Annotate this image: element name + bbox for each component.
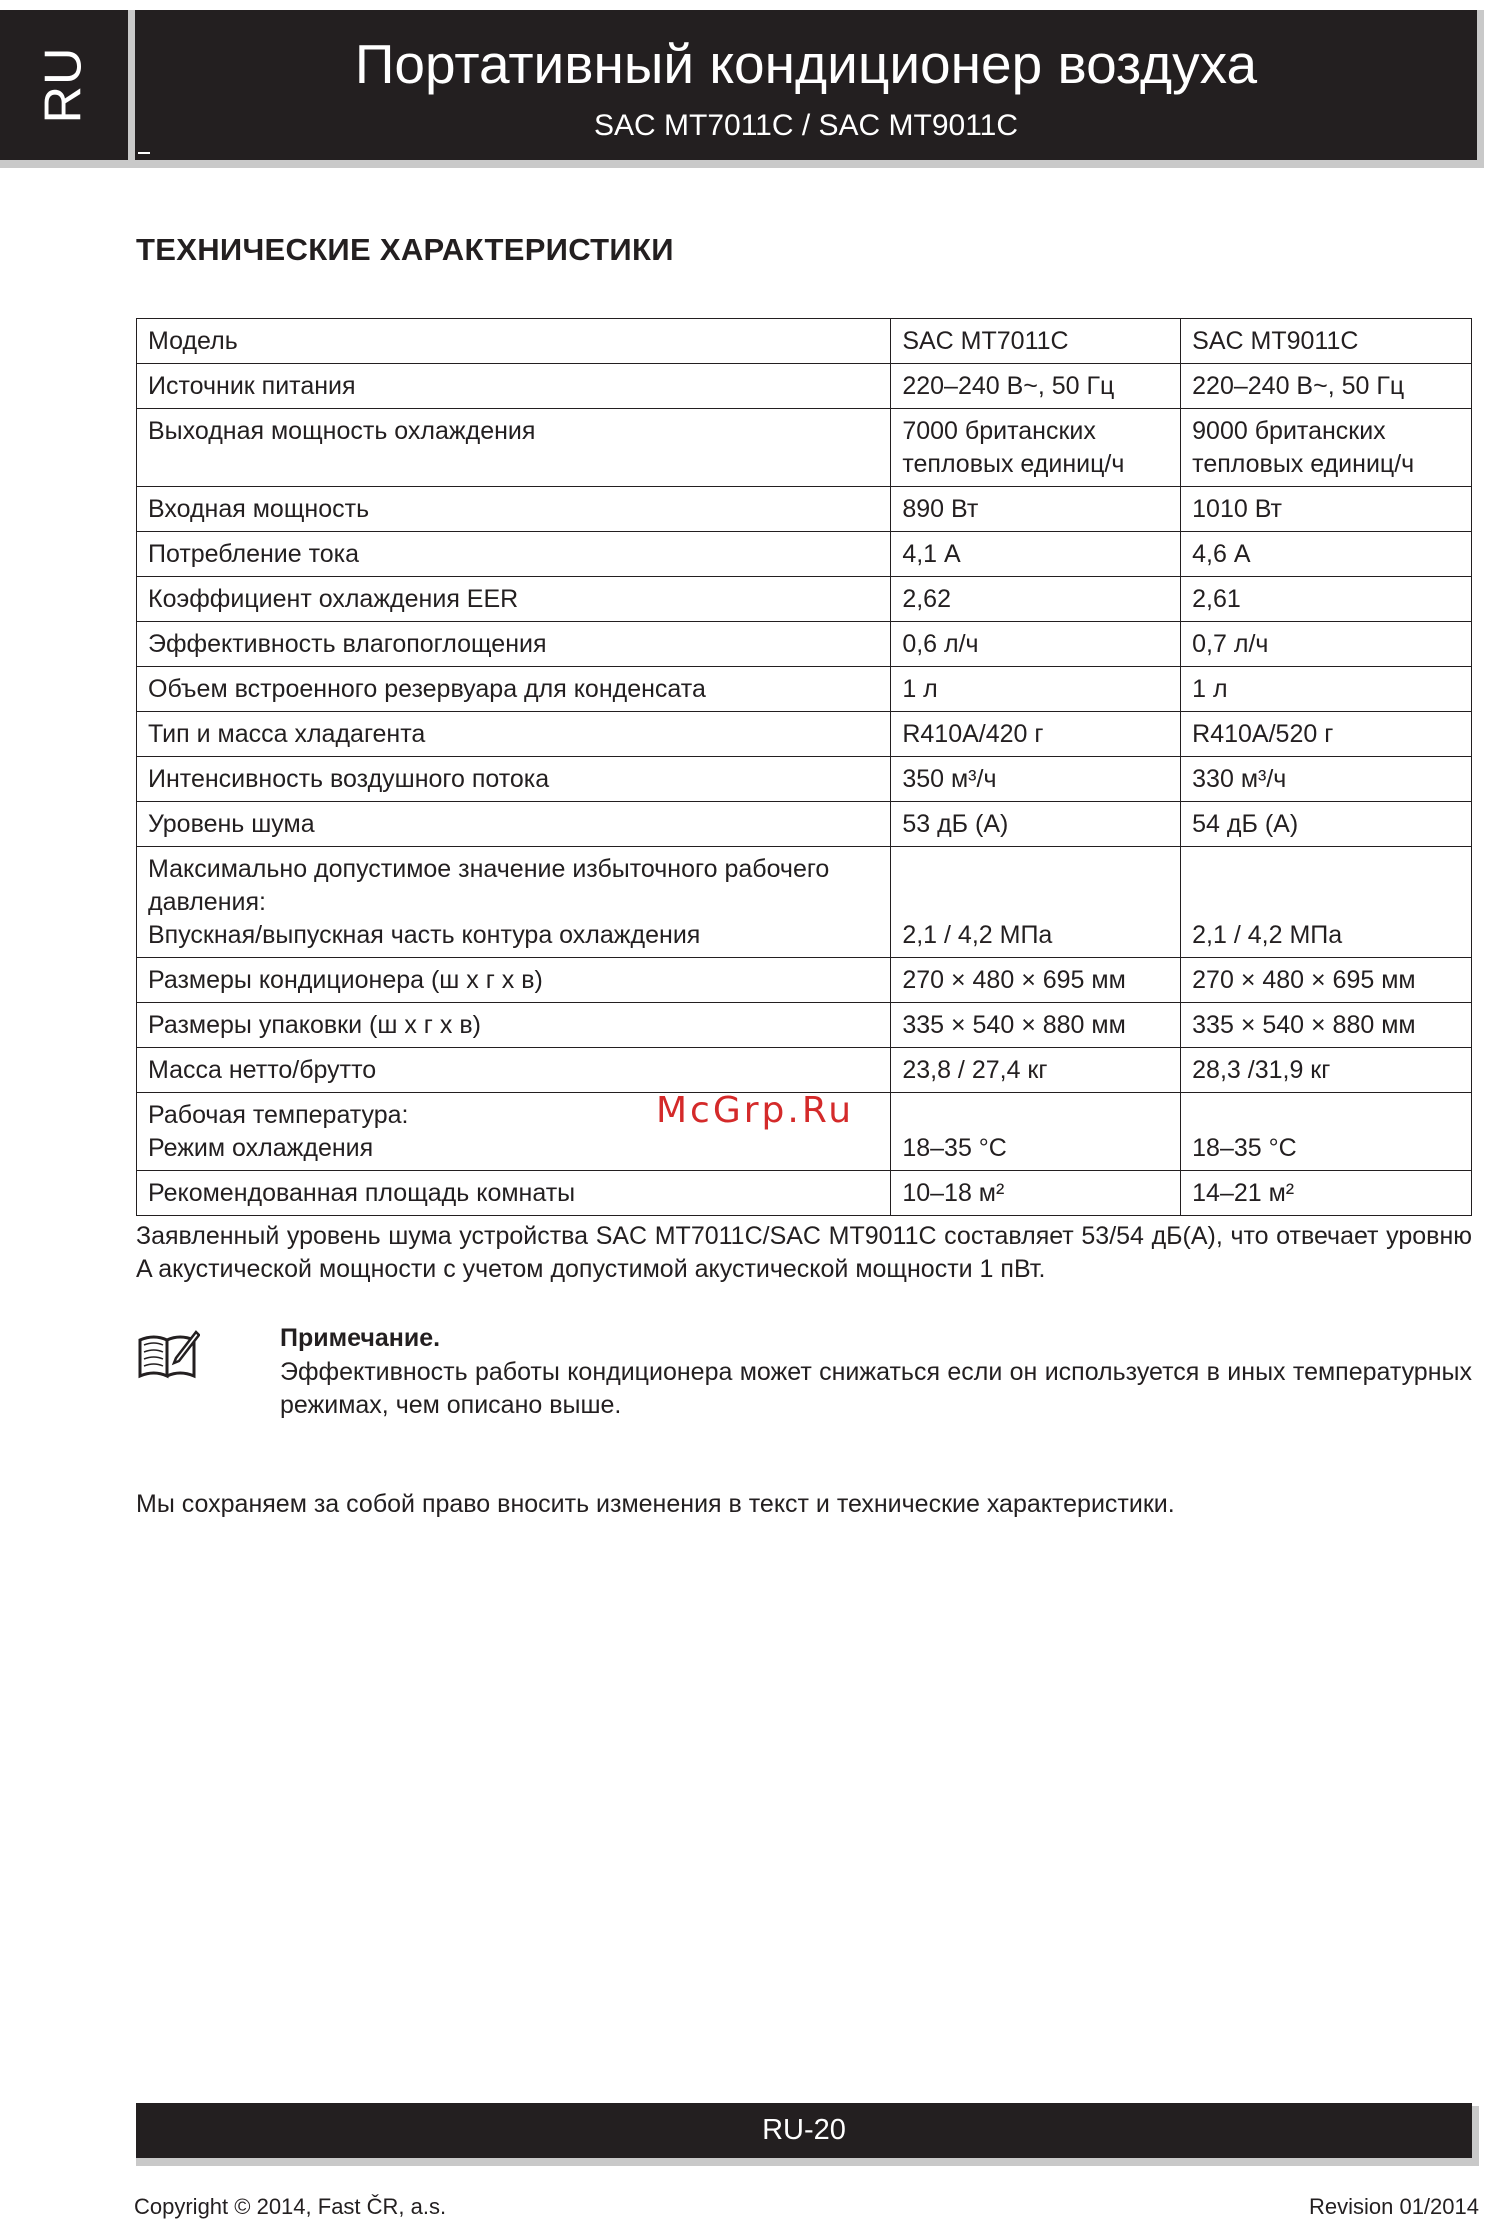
spec-label: Тип и масса хладагента — [148, 720, 426, 748]
header-underscore-mark — [138, 152, 150, 154]
note-text: Эффективность работы кондиционера может снижаться если он используется в иных температурных режимах, чем описано выше. — [280, 1358, 1472, 1419]
language-tab — [0, 10, 128, 160]
spec-label-cell — [137, 757, 891, 802]
language-code: RU — [34, 46, 93, 124]
spec-label: Потребление тока — [148, 540, 360, 568]
spec-value-mt9011c: 220–240 В~, 50 Гц — [1181, 364, 1472, 409]
table-row — [137, 487, 1472, 532]
spec-value-mt9011c: 2,61 — [1181, 577, 1472, 622]
table-row — [137, 1003, 1472, 1048]
spec-value-mt7011c: 53 дБ (A) — [891, 802, 1181, 847]
table-row — [137, 757, 1472, 802]
spec-value-mt7011c: 890 Вт — [891, 487, 1181, 532]
header-bar — [135, 10, 1477, 160]
spec-label-secondary: Впускная/выпускная часть контура охлаждения — [148, 921, 701, 949]
spec-label: Рекомендованная площадь комнаты — [148, 1179, 576, 1207]
page-number: RU-20 — [762, 2114, 846, 2146]
spec-label-cell — [137, 958, 891, 1003]
spec-label: Выходная мощность охлаждения — [148, 417, 536, 445]
spec-label: Масса нетто/брутто — [148, 1056, 377, 1084]
spec-label-cell — [137, 622, 891, 667]
spec-value-mt7011c: SAC MT7011C — [891, 319, 1181, 364]
spec-label-cell — [137, 1003, 891, 1048]
spec-label: Рабочая температура: — [148, 1101, 409, 1129]
spec-label: Интенсивность воздушного потока — [148, 765, 550, 793]
spec-value-mt7011c: 1 л — [891, 667, 1181, 712]
copyright: Copyright © 2014, Fast ČR, a.s. — [134, 2194, 447, 2219]
spec-label-cell — [137, 712, 891, 757]
spec-label-cell — [137, 532, 891, 577]
spec-value-mt7011c: 2,62 — [891, 577, 1181, 622]
spec-label-cell — [137, 409, 891, 487]
spec-label: Модель — [148, 327, 238, 355]
spec-value-mt7011c: 0,6 л/ч — [891, 622, 1181, 667]
spec-value-mt9011c: 9000 британских тепловых единиц/ч — [1181, 409, 1472, 487]
table-row — [137, 532, 1472, 577]
spec-label: Коэффициент охлаждения EER — [148, 585, 519, 613]
spec-value-mt9011c: 4,6 А — [1181, 532, 1472, 577]
spec-label-cell — [137, 577, 891, 622]
specs-table — [136, 318, 1472, 1216]
spec-label-cell — [137, 364, 891, 409]
spec-value-mt7011c: R410A/420 г — [891, 712, 1181, 757]
revision: Revision 01/2014 — [1308, 2194, 1479, 2219]
spec-label: Размеры кондиционера (ш х г х в) — [148, 966, 543, 994]
spec-value-mt7011c: 7000 британских тепловых единиц/ч — [891, 409, 1181, 487]
table-row — [137, 409, 1472, 487]
noise-level-paragraph: Заявленный уровень шума устройства SAC MT7011C/SAC MT9011C составляет 53/54 дБ(A), что отвечает уровню A акустической мощности с учетом допустимой акустической мощности 1 пВт. — [136, 1222, 1472, 1283]
table-row — [137, 1171, 1472, 1216]
spec-label-cell — [137, 667, 891, 712]
spec-label: Входная мощность — [148, 495, 370, 523]
table-row — [137, 712, 1472, 757]
spec-value-mt9011c: 335 × 540 × 880 мм — [1181, 1003, 1472, 1048]
spec-value-mt7011c: 10–18 м² — [891, 1171, 1181, 1216]
page-subtitle: SAC MT7011C / SAC MT9011C — [593, 109, 1019, 142]
spec-label: Источник питания — [148, 372, 356, 400]
spec-value-mt7011c: 220–240 В~, 50 Гц — [891, 364, 1181, 409]
table-row — [137, 364, 1472, 409]
spec-value-mt9011c: 270 × 480 × 695 мм — [1181, 958, 1472, 1003]
reserve-rights-text: Мы сохраняем за собой право вносить изменения в текст и технические характеристики. — [136, 1490, 1175, 1518]
spec-value-mt9011c: 54 дБ (A) — [1181, 802, 1472, 847]
table-row — [137, 958, 1472, 1003]
table-row — [137, 847, 1472, 958]
spec-value-mt7011c: 350 м³/ч — [891, 757, 1181, 802]
spec-value-mt7011c: 2,1 / 4,2 МПа — [891, 847, 1181, 958]
table-row — [137, 802, 1472, 847]
page-title: Портативный кондиционер воздуха — [354, 33, 1258, 95]
spec-value-mt9011c: 0,7 л/ч — [1181, 622, 1472, 667]
spec-value-mt9011c: 18–35 °C — [1181, 1093, 1472, 1171]
spec-label-cell — [137, 1171, 891, 1216]
spec-label: Максимально допустимое значение избыточного рабочего давления: — [148, 855, 830, 916]
spec-label: Объем встроенного резервуара для конденсата — [148, 675, 706, 703]
spec-label-cell — [137, 1048, 891, 1093]
table-row — [137, 622, 1472, 667]
spec-value-mt7011c: 335 × 540 × 880 мм — [891, 1003, 1181, 1048]
spec-label-secondary: Режим охлаждения — [148, 1134, 374, 1162]
spec-label-cell — [137, 847, 891, 958]
note-title: Примечание. — [280, 1324, 441, 1352]
table-row — [137, 667, 1472, 712]
spec-value-mt9011c: 2,1 / 4,2 МПа — [1181, 847, 1472, 958]
table-row — [137, 577, 1472, 622]
spec-value-mt9011c: R410A/520 г — [1181, 712, 1472, 757]
section-title: ТЕХНИЧЕСКИЕ ХАРАКТЕРИСТИКИ — [136, 232, 674, 267]
table-row — [137, 1048, 1472, 1093]
specs-table-body — [137, 319, 1472, 1216]
spec-value-mt9011c: 330 м³/ч — [1181, 757, 1472, 802]
spec-value-mt9011c: SAC MT9011C — [1181, 319, 1472, 364]
spec-label: Уровень шума — [148, 810, 315, 838]
spec-label-cell — [137, 319, 891, 364]
table-row — [137, 319, 1472, 364]
spec-value-mt9011c: 28,3 /31,9 кг — [1181, 1048, 1472, 1093]
spec-value-mt7011c: 18–35 °C — [891, 1093, 1181, 1171]
footer-bar — [136, 2103, 1472, 2158]
spec-label-cell — [137, 802, 891, 847]
open-book-icon — [136, 1328, 200, 1382]
spec-label: Эффективность влагопоглощения — [148, 630, 547, 658]
spec-value-mt9011c: 1 л — [1181, 667, 1472, 712]
watermark: McGrp.Ru — [656, 1090, 855, 1131]
spec-value-mt7011c: 4,1 А — [891, 532, 1181, 577]
spec-value-mt9011c: 14–21 м² — [1181, 1171, 1472, 1216]
spec-label: Размеры упаковки (ш х г х в) — [148, 1011, 481, 1039]
spec-value-mt7011c: 23,8 / 27,4 кг — [891, 1048, 1181, 1093]
spec-label-cell — [137, 487, 891, 532]
spec-value-mt9011c: 1010 Вт — [1181, 487, 1472, 532]
spec-value-mt7011c: 270 × 480 × 695 мм — [891, 958, 1181, 1003]
